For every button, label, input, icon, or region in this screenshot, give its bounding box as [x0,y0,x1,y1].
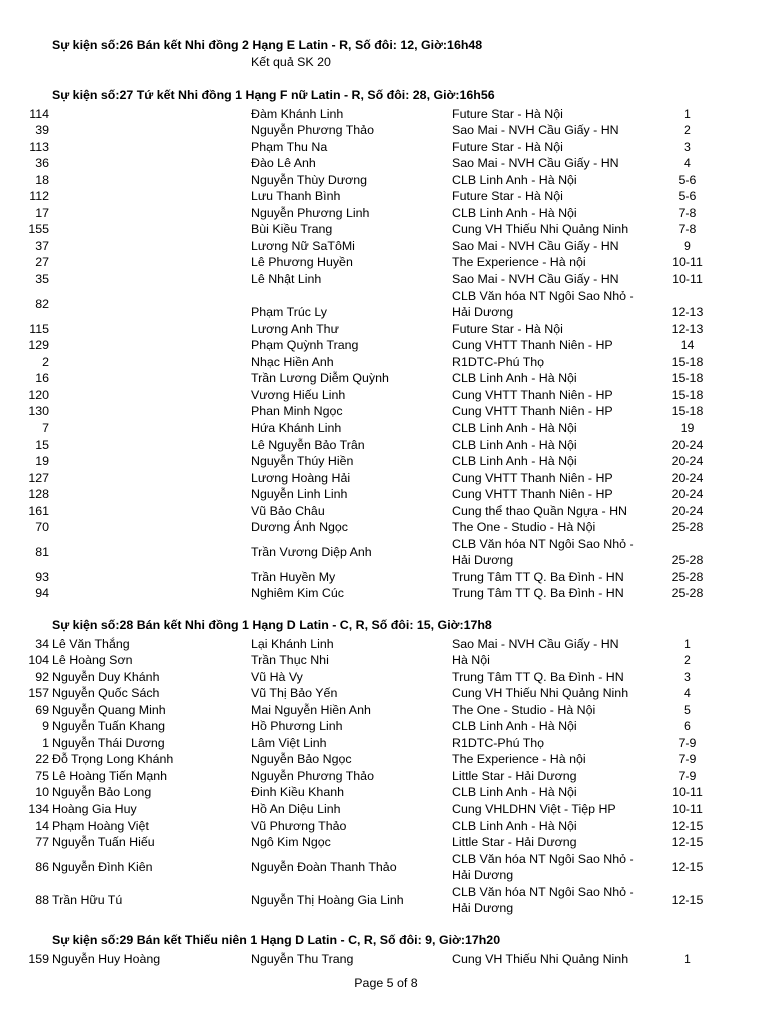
club-name: CLB Linh Anh - Hà Nội [452,437,577,452]
couple-number: 130 [28,404,49,419]
couple-number: 120 [28,387,49,402]
partner-dancer: Lê Nhật Linh [251,272,322,286]
partner-dancer: Vũ Thị Bảo Yến [251,686,338,701]
table-row [0,288,772,321]
partner-dancer: Vũ Hà Vy [251,669,303,684]
table-row [0,172,772,189]
club-name-line2: Hải Dương [452,868,514,883]
club-name: CLB Linh Anh - Hà Nội [452,785,577,800]
couple-number: 37 [35,238,49,253]
rank: 25-28 [671,586,704,601]
lead-dancer: Nguyễn Duy Khánh [52,669,160,684]
rank: 12-15 [671,835,704,850]
partner-dancer: Đinh Kiều Khanh [251,785,344,800]
couple-number: 86 [35,859,49,874]
event-header: Sự kiện số:27 Tứ kết Nhi đồng 1 Hạng F nữ Latin - R, Số đôi: 28, Giờ:16h56 [52,88,495,102]
club-name: Sao Mai - NVH Cầu Giấy - HN [452,156,619,171]
couple-number: 2 [42,354,49,369]
table-row [0,321,772,338]
couple-number: 39 [35,123,49,138]
table-row [0,519,772,536]
table-row [0,139,772,156]
rank: 12-13 [671,321,704,336]
partner-dancer: Nhạc Hiền Anh [251,354,334,369]
club-name: CLB Linh Anh - Hà Nội [452,818,577,833]
couple-number: 112 [29,189,49,204]
partner-dancer: Lương Nữ SaTôMi [251,238,355,253]
partner-dancer: Đàm Khánh Linh [251,106,344,121]
club-name: Trung Tâm TT Q. Ba Đình - HN [452,586,624,601]
table-row [0,387,772,404]
club-name: Little Star - Hải Dương [452,835,577,850]
lead-dancer: Nguyễn Bảo Long [52,785,152,800]
table-row [0,636,772,653]
club-name: Future Star - Hà Nội [452,106,563,121]
club-name-line2: Hải Dương [452,305,514,320]
table-row [0,221,772,238]
rank: 20-24 [671,437,704,452]
rank: 4 [684,156,691,171]
rank: 20-24 [671,487,704,502]
partner-dancer: Nguyễn Phương Thảo [251,768,374,783]
partner-dancer: Bùi Kiều Trang [251,222,333,237]
table-row [0,106,772,123]
club-name: Hà Nội [452,653,490,668]
partner-dancer: Trần Lương Diễm Quỳnh [251,371,389,386]
table-row [0,685,772,702]
couple-number: 157 [28,686,49,701]
lead-dancer: Lê Văn Thắng [52,636,130,651]
rank: 5 [684,702,691,717]
rank: 5-6 [678,172,697,187]
couple-number: 127 [28,470,49,485]
couple-number: 14 [35,818,49,833]
couple-number: 94 [35,586,49,601]
couple-number: 15 [35,437,49,452]
club-name: Cung VHTT Thanh Niên - HP [452,470,613,485]
partner-dancer: Hứa Khánh Linh [251,420,342,435]
partner-dancer: Lê Phương Huyền [251,255,353,270]
club-name: CLB Văn hóa NT Ngôi Sao Nhỏ - [452,536,634,551]
rank: 1 [684,106,691,121]
event-header: Sự kiện số:29 Bán kết Thiếu niên 1 Hạng D Latin - C, R, Số đôi: 9, Giờ:17h20 [52,933,501,947]
rank: 12-13 [671,305,704,320]
table-row [0,503,772,520]
club-name: CLB Văn hóa NT Ngôi Sao Nhỏ - [452,288,634,303]
club-name: Little Star - Hải Dương [452,768,577,783]
club-name: CLB Linh Anh - Hà Nội [452,371,577,386]
partner-dancer: Nguyễn Thùy Dương [251,172,368,187]
partner-dancer: Nguyễn Linh Linh [251,487,348,502]
club-name: Sao Mai - NVH Cầu Giấy - HN [452,238,619,253]
rank: 10-11 [672,255,703,270]
partner-dancer: Lê Nguyễn Bảo Trân [251,437,365,452]
partner-dancer: Phan Minh Ngọc [251,404,343,419]
club-name: CLB Linh Anh - Hà Nội [452,205,577,220]
club-name: The One - Studio - Hà Nội [452,520,596,535]
partner-dancer: Vũ Bảo Châu [251,503,325,518]
couple-number: 22 [35,752,49,767]
rank: 6 [684,719,691,734]
partner-dancer: Lương Anh Thư [251,321,339,336]
rank: 1 [684,951,691,966]
club-name: Cung VHTT Thanh Niên - HP [452,487,613,502]
partner-dancer: Trần Vương Diệp Anh [251,545,372,560]
lead-dancer: Đỗ Trọng Long Khánh [52,752,174,767]
rank: 9 [684,238,691,253]
club-name: CLB Linh Anh - Hà Nội [452,719,577,734]
rank: 7-8 [678,205,697,220]
partner-dancer: Lại Khánh Linh [251,636,334,651]
club-name: CLB Văn hóa NT Ngôi Sao Nhỏ - [452,884,634,899]
lead-dancer: Trần Hữu Tú [52,893,123,908]
rank: 12-15 [671,893,704,908]
table-row [0,585,772,602]
table-row [0,370,772,387]
couple-number: 114 [29,106,49,121]
club-name-line2: Hải Dương [452,553,514,568]
lead-dancer: Nguyễn Quốc Sách [52,686,160,701]
rank: 3 [684,139,691,154]
event-header: Sự kiện số:26 Bán kết Nhi đồng 2 Hạng E Latin - R, Số đôi: 12, Giờ:16h48 [52,38,483,52]
couple-number: 92 [35,669,49,684]
couple-number: 27 [35,255,49,270]
partner-dancer: Nguyễn Thu Trang [251,951,354,966]
partner-dancer: Nguyễn Đoàn Thanh Thảo [251,859,397,874]
couple-number: 1 [42,735,49,750]
partner-dancer: Đào Lê Anh [251,156,316,171]
club-name: Trung Tâm TT Q. Ba Đình - HN [452,669,624,684]
table-row [0,951,772,968]
club-name: CLB Linh Anh - Hà Nội [452,454,577,469]
rank: 12-15 [671,818,704,833]
club-name: Trung Tâm TT Q. Ba Đình - HN [452,569,624,584]
partner-dancer: Nguyễn Thúy Hiền [251,454,354,469]
rank: 19 [680,420,695,435]
rank: 7-8 [678,222,697,237]
lead-dancer: Nguyễn Huy Hoàng [52,951,161,966]
partner-dancer: Trần Thục Nhi [251,653,329,668]
partner-dancer: Lâm Việt Linh [251,735,327,750]
lead-dancer: Nguyễn Tuấn Khang [52,719,165,734]
couple-number: 113 [29,139,49,154]
club-name: CLB Văn hóa NT Ngôi Sao Nhỏ - [452,851,634,866]
club-name: Cung VHTT Thanh Niên - HP [452,387,613,402]
rank: 25-28 [671,553,704,568]
rank: 10-11 [672,785,703,800]
couple-number: 128 [28,487,49,502]
rank: 7-9 [678,735,697,750]
club-name: Sao Mai - NVH Cầu Giấy - HN [452,636,619,651]
couple-number: 82 [35,296,49,311]
couple-number: 115 [29,321,49,336]
couple-number: 19 [35,454,49,469]
club-name: The One - Studio - Hà Nội [452,702,596,717]
club-name: Cung VHTT Thanh Niên - HP [452,404,613,419]
club-name: Sao Mai - NVH Cầu Giấy - HN [452,123,619,138]
couple-number: 70 [35,520,49,535]
partner-dancer: Lương Hoàng Hải [251,470,351,485]
couple-number: 34 [35,636,49,651]
table-row [0,354,772,371]
table-row [0,254,772,271]
club-name: Cung VH Thiếu Nhi Quảng Ninh [452,951,629,966]
partner-dancer: Dương Ánh Ngọc [251,520,349,535]
table-row [0,834,772,851]
table-row [0,271,772,288]
table-row [0,702,772,719]
couple-number: 17 [35,205,49,220]
table-row [0,801,772,818]
table-row [0,718,772,735]
partner-dancer: Nguyễn Bảo Ngọc [251,752,352,767]
club-name: Future Star - Hà Nội [452,321,563,336]
club-name: The Experience - Hà nội [452,752,586,767]
table-row [0,122,772,139]
table-row [0,238,772,255]
partner-dancer: Phạm Thu Na [251,139,328,154]
lead-dancer: Hoàng Gia Huy [52,802,137,816]
couple-number: 81 [35,545,49,560]
club-name: Cung VHLDHN Việt - Tiệp HP [452,802,616,816]
table-row [0,486,772,503]
couple-number: 155 [28,222,49,237]
table-row [0,470,772,487]
club-name: Cung thể thao Quần Ngựa - HN [452,503,627,518]
couple-number: 7 [42,420,49,435]
couple-number: 75 [35,768,49,783]
partner-dancer: Vương Hiếu Linh [251,387,346,402]
rank: 20-24 [671,454,704,469]
page-footer: Page 5 of 8 [354,976,418,990]
partner-dancer: Nguyễn Phương Thảo [251,123,374,138]
couple-number: 129 [28,338,49,353]
couple-number: 77 [35,835,49,850]
club-name: R1DTC-Phú Thọ [452,354,545,369]
table-row [0,652,772,669]
table-row [0,155,772,172]
couple-number: 36 [35,156,49,171]
table-row [0,751,772,768]
lead-dancer: Nguyễn Tuấn Hiếu [52,835,155,850]
rank: 20-24 [671,503,704,518]
table-row [0,403,772,420]
table-row [0,437,772,454]
rank: 3 [684,669,691,684]
rank: 4 [684,686,691,701]
rank: 25-28 [671,520,704,535]
rank: 25-28 [671,569,704,584]
table-row [0,453,772,470]
couple-number: 10 [35,785,49,800]
couple-number: 161 [28,503,49,518]
rank: 10-11 [672,272,703,286]
rank: 15-18 [671,404,704,419]
rank: 15-18 [671,387,704,402]
partner-dancer: Mai Nguyễn Hiền Anh [251,702,371,717]
club-name: CLB Linh Anh - Hà Nội [452,172,577,187]
rank: 2 [684,653,691,668]
rank: 15-18 [671,354,704,369]
table-row [0,784,772,801]
table-row [0,188,772,205]
club-name: Cung VH Thiếu Nhi Quảng Ninh [452,222,629,237]
couple-number: 159 [28,951,49,966]
club-name: R1DTC-Phú Thọ [452,735,545,750]
club-name: Sao Mai - NVH Cầu Giấy - HN [452,272,619,286]
partner-dancer: Phạm Trúc Ly [251,305,327,320]
event-header: Sự kiện số:28 Bán kết Nhi đồng 1 Hạng D Latin - C, R, Số đôi: 15, Giờ:17h8 [52,618,492,632]
lead-dancer: Phạm Hoàng Việt [52,818,149,833]
rank: 12-15 [671,859,704,874]
partner-dancer: Lưu Thanh Bình [251,189,341,204]
table-row [0,851,772,884]
partner-dancer: Nguyễn Thị Hoàng Gia Linh [251,893,404,908]
club-name: Cung VH Thiếu Nhi Quảng Ninh [452,686,629,701]
partner-dancer: Hồ An Diệu Linh [251,802,341,816]
rank: 1 [684,636,691,651]
couple-number: 134 [28,802,49,816]
partner-dancer: Phạm Quỳnh Trang [251,338,359,353]
lead-dancer: Nguyễn Đình Kiên [52,859,153,874]
table-row [0,569,772,586]
partner-dancer: Trần Huyền My [251,569,336,584]
rank: 7-9 [678,768,697,783]
couple-number: 35 [35,272,49,286]
rank: 14 [680,338,695,353]
club-name: CLB Linh Anh - Hà Nội [452,420,577,435]
rank: 5-6 [678,189,697,204]
rank: 20-24 [671,470,704,485]
table-row [0,735,772,752]
table-row [0,884,772,917]
lead-dancer: Lê Hoàng Sơn [52,653,133,668]
table-row [0,536,772,569]
couple-number: 16 [35,371,49,386]
rank: 15-18 [671,371,704,386]
table-row [0,420,772,437]
table-row [0,337,772,354]
rank: 7-9 [678,752,697,767]
rank: 2 [684,123,691,138]
lead-dancer: Lê Hoàng Tiến Mạnh [52,768,168,783]
partner-dancer: Hồ Phương Linh [251,719,343,734]
partner-dancer: Ngô Kim Ngọc [251,835,331,850]
table-row [0,669,772,686]
table-row [0,818,772,835]
table-row [0,205,772,222]
couple-number: 9 [42,719,49,734]
partner-dancer: Nguyễn Phương Linh [251,205,370,220]
couple-number: 88 [35,893,49,908]
couple-number: 18 [35,172,49,187]
rank: 10-11 [672,802,703,816]
club-name-line2: Hải Dương [452,901,514,916]
partner-dancer: Vũ Phương Thảo [251,818,347,833]
couple-number: 93 [35,569,49,584]
lead-dancer: Nguyễn Quang Minh [52,702,166,717]
club-name: The Experience - Hà nội [452,255,586,270]
partner-dancer: Nghiêm Kim Cúc [251,586,344,601]
club-name: Future Star - Hà Nội [452,139,563,154]
lead-dancer: Nguyễn Thái Dương [52,735,165,750]
table-row [0,768,772,785]
club-name: Future Star - Hà Nội [452,189,563,204]
result-note: Kết quả SK 20 [251,55,331,69]
couple-number: 104 [28,653,49,668]
couple-number: 69 [35,702,49,717]
club-name: Cung VHTT Thanh Niên - HP [452,338,613,353]
